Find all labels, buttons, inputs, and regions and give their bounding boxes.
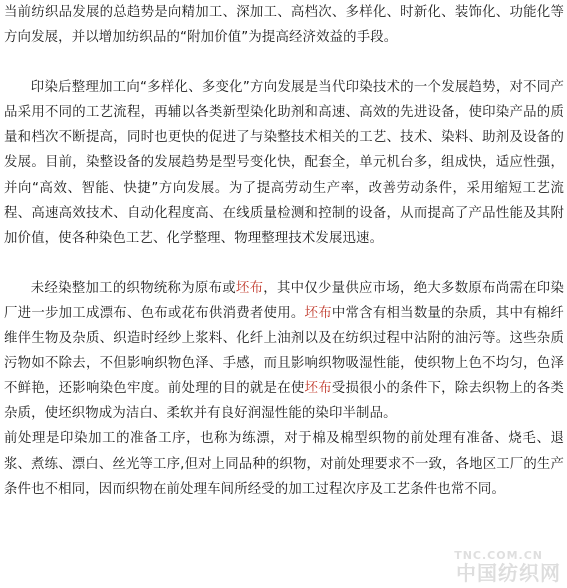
article-body [4, 0, 564, 502]
text-segment: 未经染整加工的织物统称为原布或 [30, 280, 236, 296]
text-segment: 中常含有相当数量的杂质，其中有棉纤维伴生物及杂质、织造时经纱上浆料、化纤上油剂以及在纺织过程中沾附的油污等。这些杂质污物如不除去，不但影响织物色泽、手感，而且影响织物吸湿性能，使织物上色不均匀，色泽不鲜艳，还影响染色牢度。前处理的目的就是在使 [4, 305, 564, 397]
watermark-logo: 中国纺织网 [456, 561, 561, 585]
text-segment: ，其中仅少量供应市场，绝大多数原布尚需在印染厂进一步加工成漂布、色布或花布供消费者使用。 [4, 280, 564, 321]
paragraph-grey-cloth [4, 276, 564, 427]
paragraph-spacer [4, 50, 564, 75]
paragraph-dyeing-finishing: 印染后整理加工向“多样化、多变化”方向发展是当代印染技术的一个发展趋势，对不同产品采用不同的工艺流程，再辅以各类新型染化助剂和高速、高效的先进设备，使印染产品的质量和档次不断提高，同时也更快的促进了与染整技术相关的工艺、技术、染料、助剂及设备的发展。目前，染整设备的发展趋势是型号变化快，配套全，单元机台多，组成快，适应性强，并向“高效、智能、快捷”方向发展。为了提高劳动生产率，改善劳动条件，采用缩短工艺流程、高速高效技术、自动化程度高、在线质量检测和控制的设备，从而提高了产品性能及其附加价值，使各种染色工艺、化学整理、物理整理技术发展迅速。 [4, 80, 564, 246]
text-segment: 受损很小的条件下，除去织物上的各类杂质，使坯织物成为洁白、柔软并有良好润湿性能的染印半制品。 [4, 381, 564, 422]
keyword-link-grey-cloth[interactable]: 坯布 [235, 280, 264, 296]
paragraph-pretreatment: 前处理是印染加工的准备工序，也称为练漂，对于棉及棉型织物的前处理有准备、烧毛、退浆、煮练、漂白、丝光等工序,但对上同品种的织物，对前处理要求不一致，各地区工厂的生产条件也不相同，因而织物在前处理车间所经受的加工过程次序及工艺条件也常不同。 [4, 431, 564, 497]
watermark-url: TNC.COM.CN [454, 549, 543, 562]
paragraph-spacer [4, 251, 564, 276]
keyword-link-grey-cloth[interactable]: 坯布 [304, 305, 332, 321]
paragraph-trend: 当前纺织品发展的总趋势是向精加工、深加工、高档次、多样化、时新化、装饰化、功能化等方向发展，并以增加纺织品的“附加价值”为提高经济效益的手段。 [4, 5, 564, 46]
keyword-link-grey-cloth[interactable]: 坯布 [304, 381, 332, 397]
